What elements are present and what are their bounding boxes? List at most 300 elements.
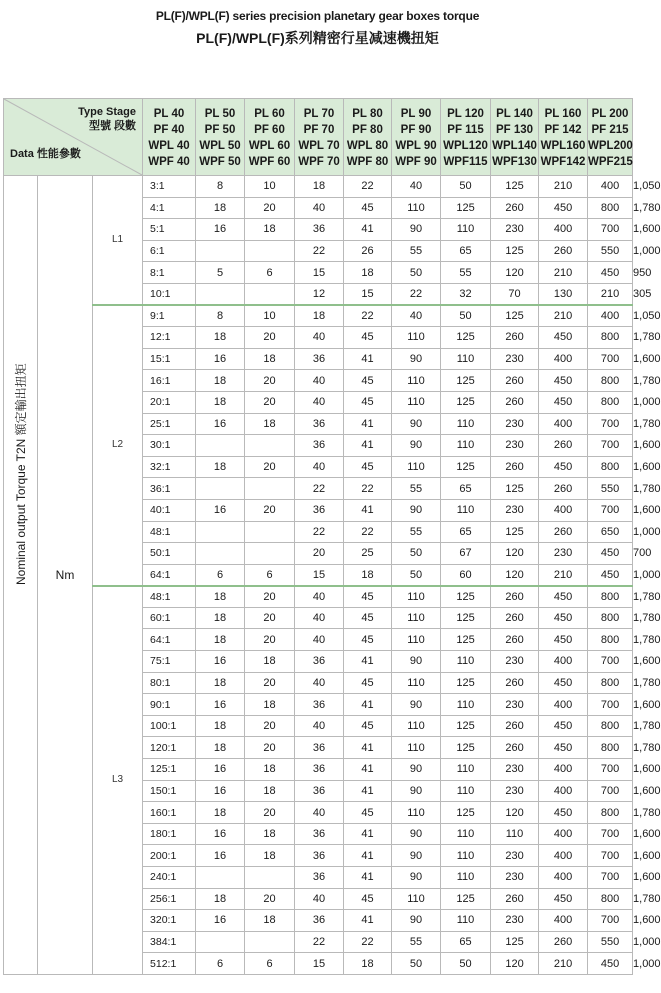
torque-value: 36 (295, 348, 344, 370)
torque-value (196, 867, 245, 889)
torque-value: 55 (392, 931, 441, 953)
torque-value: 41 (344, 823, 392, 845)
torque-value: 41 (344, 910, 392, 932)
table-row: 16:1 18 20 40 45 110 125 260 450 800 1,780 (4, 370, 633, 392)
table-row: L3 48:1 18 20 40 45 110 125 260 450 800 1,780 (4, 586, 633, 608)
torque-value: 450 (539, 672, 588, 694)
torque-value: 700 (588, 499, 633, 521)
torque-value: 125 (441, 802, 491, 824)
type-stage-cn: 型號 段數 (88, 120, 137, 132)
torque-value: 65 (441, 521, 491, 543)
torque-value: 41 (344, 759, 392, 781)
torque-value: 700 (588, 413, 633, 435)
table-row: 256:1 18 20 40 45 110 125 260 450 800 1,780 (4, 888, 633, 910)
torque-value: 550 (588, 931, 633, 953)
ratio-cell: 75:1 (143, 651, 196, 673)
model-name: WPF 40 (148, 155, 190, 168)
torque-value: 90 (392, 759, 441, 781)
ratio-cell: 10:1 (143, 283, 196, 305)
torque-value: 45 (344, 370, 392, 392)
torque-value: 125 (441, 327, 491, 349)
torque-value: 6 (196, 953, 245, 975)
torque-value: 18 (344, 953, 392, 975)
torque-value: 16 (196, 694, 245, 716)
model-name: WPL 60 (248, 139, 291, 152)
ratio-cell: 240:1 (143, 867, 196, 889)
torque-value (196, 931, 245, 953)
torque-value: 18 (295, 305, 344, 327)
torque-value: 18 (196, 607, 245, 629)
torque-value: 22 (344, 521, 392, 543)
torque-value: 450 (539, 370, 588, 392)
page-title-cn: PL(F)/WPL(F)系列精密行星减速機扭矩 (196, 30, 439, 46)
torque-value: 16 (196, 348, 245, 370)
torque-value: 400 (539, 499, 588, 521)
torque-value: 36 (295, 219, 344, 241)
torque-value: 16 (196, 910, 245, 932)
torque-value: 20 (245, 629, 295, 651)
torque-value: 230 (539, 543, 588, 565)
torque-value: 20 (245, 391, 295, 413)
torque-value: 230 (491, 780, 539, 802)
model-name: PL 90 (400, 107, 432, 120)
torque-value: 110 (392, 629, 441, 651)
torque-value: 90 (392, 867, 441, 889)
torque-value: 700 (588, 651, 633, 673)
torque-value: 20 (245, 456, 295, 478)
torque-value: 230 (491, 845, 539, 867)
torque-value: 230 (491, 759, 539, 781)
torque-value: 45 (344, 802, 392, 824)
torque-value: 230 (491, 348, 539, 370)
torque-value: 700 (588, 219, 633, 241)
ratio-cell: 30:1 (143, 435, 196, 457)
model-name: PF 130 (495, 123, 534, 136)
torque-value: 110 (392, 370, 441, 392)
torque-value (245, 283, 295, 305)
torque-value: 110 (392, 888, 441, 910)
torque-value: 90 (392, 435, 441, 457)
model-name: PL 140 (496, 107, 533, 120)
torque-value: 210 (588, 283, 633, 305)
model-header (441, 99, 491, 176)
torque-value: 700 (588, 845, 633, 867)
torque-value: 400 (539, 759, 588, 781)
table-row: 240:1 36 41 90 110 230 400 700 1,600 (4, 867, 633, 889)
torque-value: 18 (196, 586, 245, 608)
torque-value: 800 (588, 456, 633, 478)
torque-value: 110 (441, 867, 491, 889)
torque-value: 110 (441, 759, 491, 781)
torque-value: 90 (392, 651, 441, 673)
torque-value: 45 (344, 607, 392, 629)
torque-value: 260 (491, 888, 539, 910)
torque-value: 67 (441, 543, 491, 565)
torque-value: 40 (295, 629, 344, 651)
table-row: 8:1 5 6 15 18 50 55 120 210 450 950 (4, 262, 633, 284)
torque-value: 18 (196, 802, 245, 824)
torque-value: 40 (295, 391, 344, 413)
torque-value: 550 (588, 478, 633, 500)
torque-value: 20 (245, 370, 295, 392)
ratio-cell: 20:1 (143, 391, 196, 413)
torque-value: 36 (295, 737, 344, 759)
ratio-cell: 4:1 (143, 197, 196, 219)
torque-value: 110 (392, 802, 441, 824)
ratio-cell: 384:1 (143, 931, 196, 953)
torque-value: 20 (245, 607, 295, 629)
torque-value: 260 (539, 521, 588, 543)
model-name: PF 80 (352, 123, 383, 136)
torque-value (196, 478, 245, 500)
torque-value: 18 (295, 176, 344, 198)
torque-value: 50 (392, 262, 441, 284)
model-name: PF 40 (153, 123, 185, 136)
torque-value: 20 (245, 327, 295, 349)
torque-value: 16 (196, 759, 245, 781)
torque-value: 450 (539, 737, 588, 759)
torque-value: 800 (588, 607, 633, 629)
torque-value: 800 (588, 672, 633, 694)
torque-value: 50 (392, 953, 441, 975)
torque-value: 130 (539, 283, 588, 305)
torque-value: 110 (441, 348, 491, 370)
torque-value: 22 (344, 478, 392, 500)
torque-value: 40 (295, 456, 344, 478)
torque-value: 6 (196, 564, 245, 586)
torque-value: 22 (344, 176, 392, 198)
torque-value: 400 (539, 219, 588, 241)
torque-value: 18 (196, 629, 245, 651)
torque-value: 90 (392, 845, 441, 867)
model-header (539, 99, 588, 176)
torque-value: 800 (588, 888, 633, 910)
torque-value: 18 (196, 456, 245, 478)
model-name: PL 70 (303, 107, 335, 120)
ratio-cell: 320:1 (143, 910, 196, 932)
ratio-cell: 64:1 (143, 564, 196, 586)
torque-value: 20 (295, 543, 344, 565)
torque-value: 110 (392, 737, 441, 759)
torque-value: 450 (539, 802, 588, 824)
torque-value: 550 (588, 240, 633, 262)
torque-value: 110 (392, 456, 441, 478)
torque-value: 16 (196, 499, 245, 521)
torque-value: 10 (245, 176, 295, 198)
ratio-cell: 12:1 (143, 327, 196, 349)
torque-value: 40 (392, 176, 441, 198)
model-header (491, 99, 539, 176)
torque-value: 230 (491, 867, 539, 889)
model-name: PF 50 (204, 123, 236, 136)
torque-value: 5 (196, 262, 245, 284)
model-name: PF 70 (303, 123, 335, 136)
torque-value: 110 (441, 499, 491, 521)
model-name: WPF 50 (199, 155, 241, 168)
ratio-cell: 60:1 (143, 607, 196, 629)
torque-value: 8 (196, 305, 245, 327)
table-row: 200:1 16 18 36 41 90 110 230 400 700 1,600 (4, 845, 633, 867)
table-row: 36:1 22 22 55 65 125 260 550 1,780 (4, 478, 633, 500)
model-name: PF 115 (447, 123, 484, 136)
torque-value: 125 (491, 305, 539, 327)
torque-value: 18 (196, 672, 245, 694)
torque-value: 125 (441, 391, 491, 413)
model-header (588, 99, 633, 176)
torque-value: 700 (588, 867, 633, 889)
model-name: PL 60 (254, 107, 285, 120)
torque-value: 120 (491, 953, 539, 975)
torque-value: 41 (344, 219, 392, 241)
torque-value: 41 (344, 499, 392, 521)
torque-value: 50 (441, 176, 491, 198)
torque-value: 125 (441, 888, 491, 910)
torque-value: 50 (392, 543, 441, 565)
ratio-cell: 100:1 (143, 715, 196, 737)
torque-value: 230 (491, 694, 539, 716)
model-header (392, 99, 441, 176)
torque-value: 800 (588, 197, 633, 219)
torque-value: 36 (295, 867, 344, 889)
header-corner (4, 99, 143, 176)
torque-value: 40 (295, 802, 344, 824)
torque-value: 700 (588, 910, 633, 932)
torque-value: 230 (491, 219, 539, 241)
table-row: 90:1 16 18 36 41 90 110 230 400 700 1,600 (4, 694, 633, 716)
torque-value: 450 (539, 391, 588, 413)
torque-value: 400 (539, 413, 588, 435)
torque-value: 40 (295, 327, 344, 349)
torque-value: 40 (392, 305, 441, 327)
ratio-cell: 180:1 (143, 823, 196, 845)
model-name: PL 40 (153, 107, 185, 120)
torque-value: 125 (441, 456, 491, 478)
torque-value: 400 (539, 694, 588, 716)
ratio-cell: 5:1 (143, 219, 196, 241)
torque-value: 800 (588, 586, 633, 608)
torque-value: 260 (491, 715, 539, 737)
torque-value: 22 (295, 931, 344, 953)
model-name: WPL120 (443, 139, 488, 152)
torque-value: 18 (245, 651, 295, 673)
torque-value: 12 (295, 283, 344, 305)
torque-value: 65 (441, 240, 491, 262)
torque-value: 110 (441, 413, 491, 435)
model-name: PL 200 (591, 107, 629, 120)
torque-value: 18 (196, 391, 245, 413)
table-row: 320:1 16 18 36 41 90 110 230 400 700 1,600 (4, 910, 633, 932)
table-row: 32:1 18 20 40 45 110 125 260 450 800 1,600 (4, 456, 633, 478)
torque-value: 41 (344, 737, 392, 759)
torque-value: 6 (245, 564, 295, 586)
torque-value: 110 (441, 219, 491, 241)
torque-value: 16 (196, 219, 245, 241)
torque-value: 450 (539, 586, 588, 608)
torque-value: 41 (344, 867, 392, 889)
torque-value: 22 (295, 240, 344, 262)
torque-value: 260 (491, 370, 539, 392)
torque-value: 125 (441, 607, 491, 629)
model-name: PF 215 (591, 123, 629, 136)
torque-value: 110 (392, 715, 441, 737)
torque-value: 125 (491, 240, 539, 262)
torque-value: 450 (539, 888, 588, 910)
torque-value: 450 (588, 953, 633, 975)
torque-value: 700 (588, 348, 633, 370)
torque-value: 40 (295, 370, 344, 392)
torque-value: 18 (245, 348, 295, 370)
torque-value (245, 435, 295, 457)
torque-value: 45 (344, 888, 392, 910)
header-row (4, 99, 633, 176)
torque-value: 50 (441, 305, 491, 327)
table-row: 180:1 16 18 36 41 90 110 110 400 700 1,600 (4, 823, 633, 845)
torque-value: 36 (295, 499, 344, 521)
torque-value: 800 (588, 737, 633, 759)
torque-value: 120 (491, 262, 539, 284)
torque-value: 400 (588, 305, 633, 327)
torque-value: 125 (491, 931, 539, 953)
torque-value: 70 (491, 283, 539, 305)
torque-value: 41 (344, 348, 392, 370)
model-name: PF 142 (544, 123, 582, 136)
type-stage-label (78, 105, 136, 133)
torque-value: 50 (441, 953, 491, 975)
torque-value: 230 (491, 651, 539, 673)
table-row: 125:1 16 18 36 41 90 110 230 400 700 1,600 (4, 759, 633, 781)
torque-value: 20 (245, 737, 295, 759)
torque-value (196, 521, 245, 543)
torque-value: 450 (539, 327, 588, 349)
torque-value: 110 (392, 327, 441, 349)
torque-value: 36 (295, 651, 344, 673)
torque-value: 16 (196, 651, 245, 673)
torque-value: 700 (588, 694, 633, 716)
torque-value (245, 931, 295, 953)
model-header (295, 99, 344, 176)
torque-value (245, 543, 295, 565)
torque-value: 110 (441, 694, 491, 716)
table-row: 50:1 20 25 50 67 120 230 450 700 (4, 543, 633, 565)
torque-value: 450 (588, 564, 633, 586)
ratio-cell: 32:1 (143, 456, 196, 478)
table-row: 48:1 22 22 55 65 125 260 650 1,000 (4, 521, 633, 543)
torque-value: 110 (491, 823, 539, 845)
torque-value: 25 (344, 543, 392, 565)
torque-value: 260 (491, 629, 539, 651)
model-name: PL 120 (447, 107, 484, 120)
ratio-cell: 9:1 (143, 305, 196, 327)
torque-value: 260 (491, 672, 539, 694)
torque-value: 450 (539, 629, 588, 651)
torque-value: 800 (588, 327, 633, 349)
torque-value: 125 (441, 629, 491, 651)
table-row: 80:1 18 20 40 45 110 125 260 450 800 1,780 (4, 672, 633, 694)
torque-value: 90 (392, 823, 441, 845)
model-name: WPF 60 (248, 155, 291, 168)
torque-value: 230 (491, 910, 539, 932)
torque-value: 210 (539, 176, 588, 198)
model-name: WPL140 (492, 139, 537, 152)
torque-value: 15 (344, 283, 392, 305)
torque-value: 18 (245, 694, 295, 716)
torque-value: 22 (295, 521, 344, 543)
torque-value: 110 (392, 197, 441, 219)
torque-value: 6 (245, 262, 295, 284)
table-row: 12:1 18 20 40 45 110 125 260 450 800 1,780 (4, 327, 633, 349)
torque-value: 18 (245, 219, 295, 241)
torque-value (245, 521, 295, 543)
torque-value: 230 (491, 499, 539, 521)
page-title-en: PL(F)/WPL(F) series precision planetary gear boxes torque (155, 9, 480, 23)
ratio-cell: 64:1 (143, 629, 196, 651)
torque-value: 120 (491, 564, 539, 586)
ratio-cell: 36:1 (143, 478, 196, 500)
torque-value: 125 (441, 370, 491, 392)
model-name: WPF142 (540, 155, 586, 168)
torque-value: 18 (196, 370, 245, 392)
torque-value: 18 (245, 910, 295, 932)
table-row: 150:1 16 18 36 41 90 110 230 400 700 1,600 (4, 780, 633, 802)
torque-value: 110 (441, 435, 491, 457)
torque-value: 36 (295, 845, 344, 867)
torque-value: 450 (539, 607, 588, 629)
torque-value: 8 (196, 176, 245, 198)
torque-value: 20 (245, 888, 295, 910)
torque-value: 45 (344, 586, 392, 608)
torque-value: 125 (441, 715, 491, 737)
table-row: 40:1 16 20 36 41 90 110 230 400 700 1,600 (4, 499, 633, 521)
ratio-cell: 48:1 (143, 586, 196, 608)
torque-value: 20 (245, 197, 295, 219)
torque-value: 18 (245, 845, 295, 867)
model-name: WPF 70 (298, 155, 340, 168)
ratio-cell: 80:1 (143, 672, 196, 694)
torque-value: 260 (539, 931, 588, 953)
torque-value: 800 (588, 802, 633, 824)
torque-value: 26 (344, 240, 392, 262)
torque-value: 800 (588, 391, 633, 413)
torque-value: 110 (441, 910, 491, 932)
stage-label: L3 (93, 586, 143, 975)
ratio-cell: 15:1 (143, 348, 196, 370)
torque-value: 125 (441, 737, 491, 759)
torque-value: 16 (196, 823, 245, 845)
torque-value: 18 (245, 780, 295, 802)
ratio-cell: 8:1 (143, 262, 196, 284)
torque-value: 36 (295, 759, 344, 781)
torque-value: 18 (196, 327, 245, 349)
torque-value: 45 (344, 715, 392, 737)
torque-value: 50 (392, 564, 441, 586)
torque-value: 110 (441, 845, 491, 867)
torque-value: 125 (491, 478, 539, 500)
torque-value: 55 (392, 521, 441, 543)
torque-value (196, 543, 245, 565)
torque-value: 90 (392, 910, 441, 932)
torque-value: 700 (588, 435, 633, 457)
table-row: 512:1 6 6 15 18 50 50 120 210 450 1,000 (4, 953, 633, 975)
torque-value: 210 (539, 262, 588, 284)
table-row: 384:1 22 22 55 65 125 260 550 1,000 (4, 931, 633, 953)
model-name: WPL 40 (148, 139, 190, 152)
torque-value: 36 (295, 780, 344, 802)
torque-value: 260 (491, 456, 539, 478)
table-row: L2 9:1 8 10 18 22 40 50 125 210 400 1,050 (4, 305, 633, 327)
torque-value: 20 (245, 802, 295, 824)
torque-value: 125 (491, 176, 539, 198)
torque-value: 125 (441, 586, 491, 608)
